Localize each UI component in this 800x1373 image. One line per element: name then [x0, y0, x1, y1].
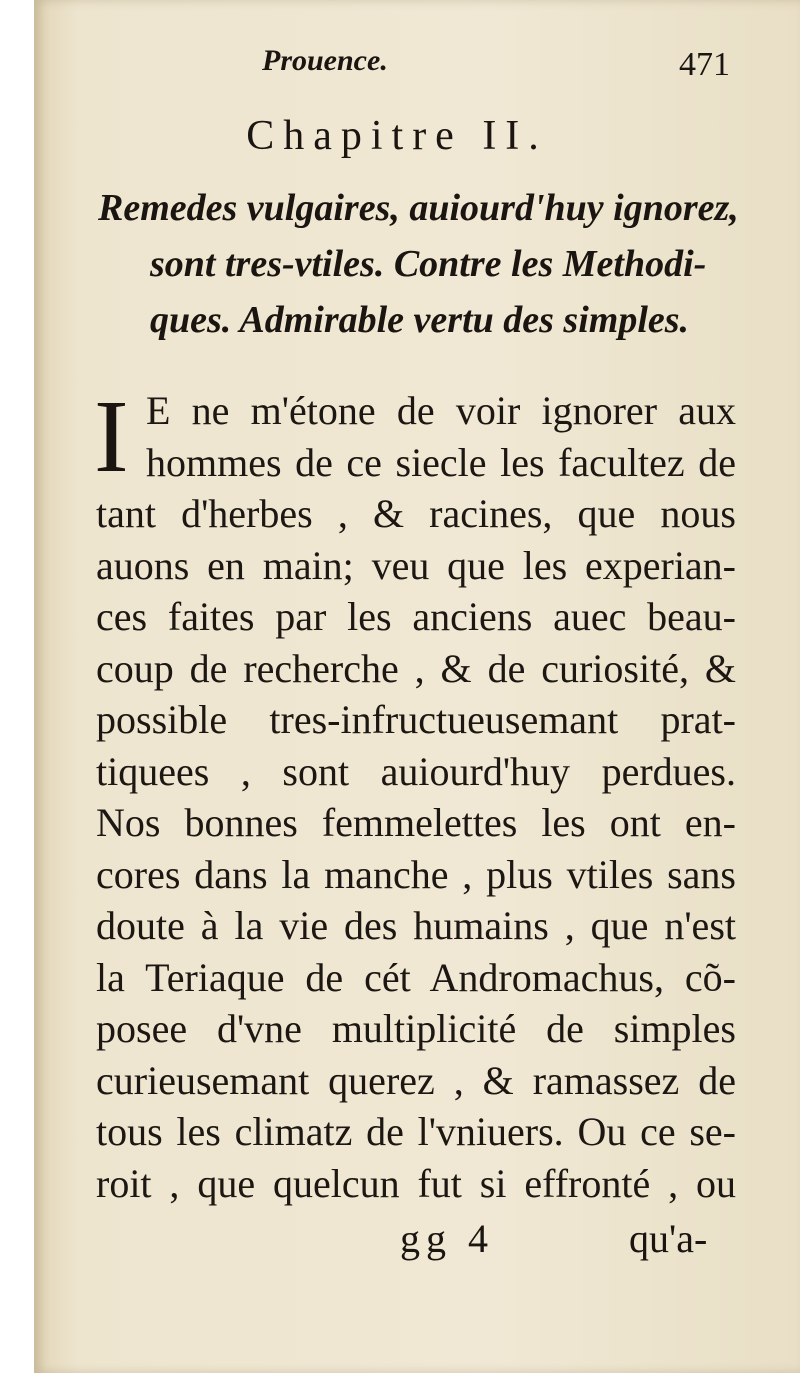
- chapter-summary: [98, 180, 758, 348]
- text-line: cores dans la manche , plus vtiles sans: [96, 851, 736, 897]
- text-line: posee d'vne multiplicité de simples: [96, 1006, 736, 1051]
- book-page: [34, 0, 800, 1373]
- text-line: Nos bonnes femmelettes les ont en-: [96, 800, 736, 845]
- text-line: E ne m'étone de voir ignorer aux: [146, 388, 736, 433]
- summary-line: sont tres-vtiles. Contre les Methodi-: [150, 243, 707, 285]
- text-line: tous les climatz de l'vniuers. Ou ce se-: [96, 1109, 736, 1154]
- catchword: qu'a-: [629, 1216, 708, 1261]
- text-line: ces faites par les anciens auec beau-: [96, 594, 736, 639]
- text-line: doute à la vie des humains , que n'est: [96, 903, 736, 948]
- text-line: curieusemant querez , & ramassez de: [96, 1057, 736, 1103]
- text-line: hommes de ce siecle les facultez de: [146, 439, 736, 485]
- summary-line: ques. Admirable vertu des simples.: [150, 299, 690, 341]
- summary-line: Remedes vulgaires, auiourd'huy ignorez,: [98, 187, 739, 229]
- text-line: tiquees , sont auiourd'huy perdues.: [96, 748, 736, 794]
- drop-cap: I: [94, 379, 129, 494]
- text-line: possible tres-infructueusemant prat-: [96, 697, 736, 742]
- page-header: [34, 40, 800, 90]
- body-text: [94, 379, 736, 1209]
- text-line: tant d'herbes , & racines, que nous: [96, 491, 736, 536]
- signature-mark: gg 4: [400, 1216, 494, 1261]
- page-number: 471: [679, 46, 730, 83]
- chapter-title: Chapitre II.: [246, 113, 548, 159]
- text-line: coup de recherche , & de curiosité, &: [96, 645, 736, 691]
- text-line: la Teriaque de cét Andromachus, cõ-: [96, 954, 736, 1000]
- text-line: auons en main; veu que les experian-: [96, 542, 736, 588]
- text-line: roit , que quelcun fut si effronté , ou: [96, 1160, 736, 1206]
- running-head: Prouence.: [262, 44, 388, 77]
